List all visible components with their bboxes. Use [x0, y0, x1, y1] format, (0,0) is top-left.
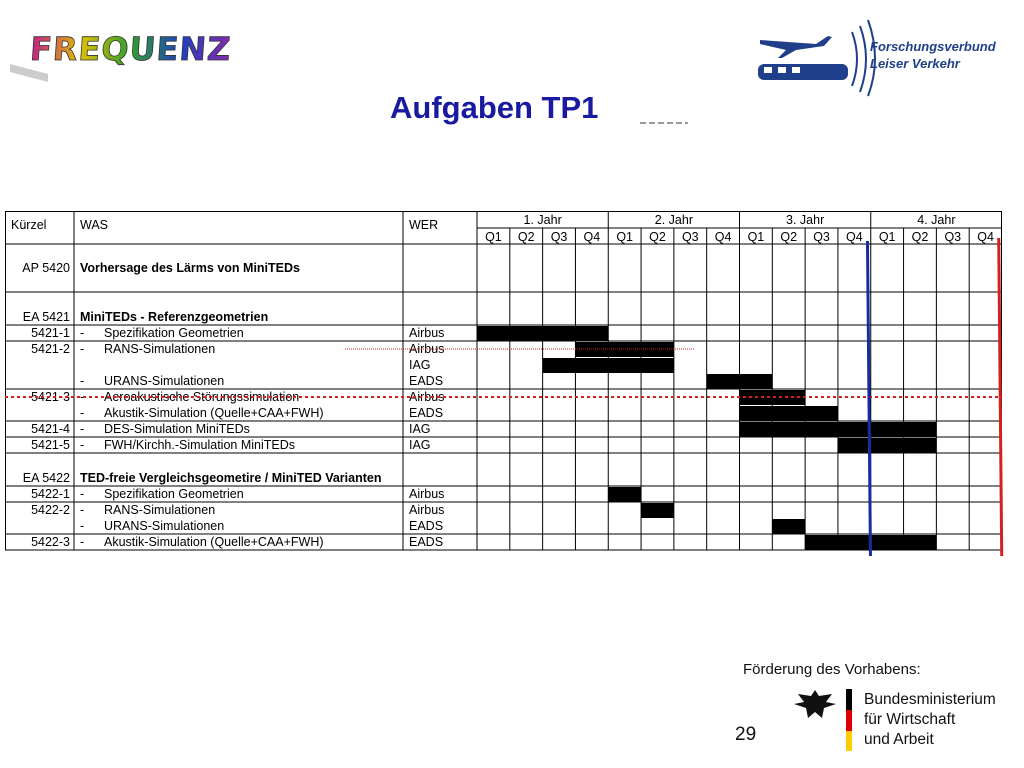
forschungsverbund-text — [870, 38, 996, 72]
gantt-bar — [838, 438, 936, 453]
row-owner: EADS — [409, 406, 444, 420]
row-id: 5421-1 — [31, 326, 70, 340]
gantt-bar — [641, 503, 674, 518]
funding-label: Förderung des Vorhabens: — [743, 661, 921, 678]
row-task: MiniTEDs - Referenzgeometrien — [80, 310, 269, 324]
gantt-bar — [543, 358, 674, 373]
row-id: 5422-3 — [31, 535, 70, 549]
header-was: WAS — [80, 218, 109, 232]
row-owner: Airbus — [409, 487, 445, 501]
row-id: 5421-5 — [31, 438, 70, 452]
header-quarter: Q4 — [583, 230, 601, 244]
gantt-bar — [740, 422, 937, 437]
row-owner: Airbus — [409, 503, 445, 517]
header-year: 4. Jahr — [917, 213, 956, 227]
row-dash: - — [80, 342, 85, 356]
header-wer: WER — [409, 218, 439, 232]
row-task: URANS-Simulationen — [104, 519, 225, 533]
row-owner: EADS — [409, 519, 444, 533]
header-quarter: Q1 — [485, 230, 502, 244]
row-dash: - — [80, 374, 85, 388]
header-year: 2. Jahr — [654, 213, 693, 227]
ministry-name — [864, 690, 996, 750]
row-dash: - — [80, 406, 85, 420]
row-id: 5422-2 — [31, 503, 70, 517]
logo-wordmark: FREQUENZ — [28, 30, 233, 68]
train-icon — [758, 64, 848, 80]
row-task: RANS-Simulationen — [104, 342, 216, 356]
frequenz-logo — [8, 22, 233, 82]
airplane-icon — [760, 36, 832, 58]
row-task: DES-Simulation MiniTEDs — [104, 422, 250, 436]
row-task: FWH/Kirchh.-Simulation MiniTEDs — [104, 438, 296, 452]
row-task: URANS-Simulationen — [104, 374, 225, 388]
blue-status-line — [867, 241, 870, 556]
header-quarter: Q1 — [616, 230, 633, 244]
header-quarter: Q2 — [780, 230, 798, 244]
header-quarter: Q3 — [813, 230, 830, 244]
header-kuerzel: Kürzel — [11, 218, 47, 232]
header-quarter: Q4 — [977, 230, 994, 244]
header-quarter: Q3 — [550, 230, 568, 244]
title-decoration — [640, 120, 688, 126]
row-dash: - — [80, 535, 85, 549]
row-task: TED-freie Vergleichsgeometire / MiniTED Varianten — [80, 471, 382, 485]
page-title: Aufgaben TP1 — [390, 90, 599, 125]
gantt-bar — [740, 406, 838, 421]
row-owner: EADS — [409, 374, 444, 388]
row-owner: Airbus — [409, 326, 445, 340]
federal-eagle-icon — [792, 688, 838, 720]
german-flag-icon — [846, 689, 852, 751]
row-id: 5422-1 — [31, 487, 70, 501]
row-dash: - — [80, 390, 85, 404]
row-task: Akustik-Simulation (Quelle+CAA+FWH) — [104, 406, 324, 420]
header-quarter: Q2 — [911, 230, 929, 244]
gantt-bar — [477, 326, 608, 341]
gantt-bar — [772, 519, 805, 534]
header-quarter: Q1 — [747, 230, 765, 244]
row-owner: IAG — [409, 438, 431, 452]
row-id: EA 5422 — [22, 471, 70, 485]
row-task: Vorhersage des Lärms von MiniTEDs — [80, 261, 300, 275]
ministry-line1: Bundesministerium — [864, 691, 996, 708]
header-quarter: Q4 — [846, 230, 863, 244]
row-id: 5421-3 — [31, 390, 70, 404]
row-task: Akustik-Simulation (Quelle+CAA+FWH) — [104, 535, 324, 549]
row-task: RANS-Simulationen — [104, 503, 216, 517]
logo-right-line1: Forschungsverbund — [870, 39, 996, 54]
row-id: 5421-2 — [31, 342, 70, 356]
row-id: AP 5420 — [22, 261, 70, 275]
header-quarter: Q1 — [878, 230, 896, 244]
header-quarter: Q2 — [517, 230, 535, 244]
row-id: 5421-4 — [31, 422, 70, 436]
row-dash: - — [80, 503, 85, 517]
row-dash: - — [80, 422, 85, 436]
row-id: EA 5421 — [22, 310, 70, 324]
header-quarter: Q4 — [714, 230, 732, 244]
row-task: Aeroakustische Störungssimulation — [104, 390, 300, 404]
header-quarter: Q2 — [649, 230, 666, 244]
header-quarter: Q3 — [944, 230, 962, 244]
row-task: Spezifikation Geometrien — [104, 487, 244, 501]
header-year: 1. Jahr — [523, 213, 562, 227]
gantt-bar — [608, 487, 641, 502]
row-task: Spezifikation Geometrien — [104, 326, 244, 340]
row-dash: - — [80, 487, 85, 501]
ministry-line3: und Arbeit — [864, 731, 934, 748]
ministry-line2: für Wirtschaft — [864, 711, 956, 728]
row-dash: - — [80, 519, 85, 533]
row-dash: - — [80, 326, 85, 340]
header-quarter: Q3 — [681, 230, 699, 244]
gantt-table — [5, 211, 1002, 556]
header-year: 3. Jahr — [786, 213, 825, 227]
logo-right-line2: Leiser Verkehr — [870, 56, 960, 71]
gantt-bar — [707, 374, 773, 389]
row-owner: IAG — [409, 358, 431, 372]
row-owner: Airbus — [409, 342, 445, 356]
row-dash: - — [80, 438, 85, 452]
page-number: 29 — [735, 724, 757, 745]
row-owner: IAG — [409, 422, 431, 436]
row-owner: EADS — [409, 535, 444, 549]
row-owner: Airbus — [409, 390, 445, 404]
